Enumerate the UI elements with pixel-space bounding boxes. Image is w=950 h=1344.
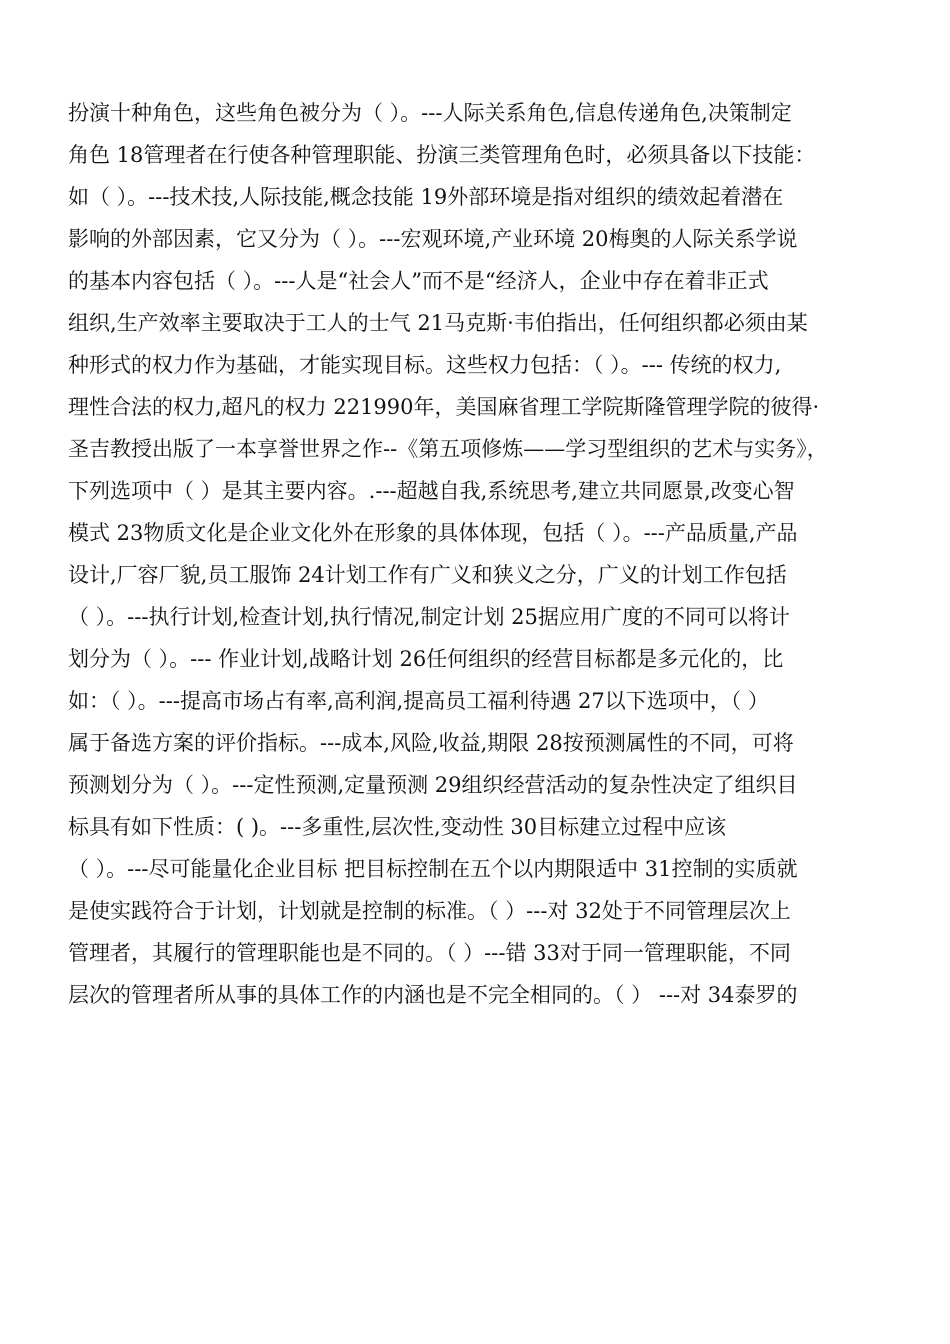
text-line: 预测划分为（ ）。---定性预测,定量预测 29组织经营活动的复杂性决定了组织目 bbox=[68, 773, 798, 797]
text-line: 组织,生产效率主要取决于工人的士气 21马克斯·韦伯指出，任何组织都必须由某 bbox=[68, 311, 808, 335]
text-line: 是使实践符合于计划，计划就是控制的标准。（ ）---对 32处于不同管理层次上 bbox=[68, 899, 791, 923]
text-line: （ ）。---尽可能量化企业目标 把目标控制在五个以内期限适中 31控制的实质就 bbox=[68, 857, 798, 881]
text-line: 的基本内容包括（ ）。---人是“社会人”而不是“经济人，企业中存在着非正式 bbox=[68, 269, 769, 293]
text-line: 如（ ）。---技术技,人际技能,概念技能 19外部环境是指对组织的绩效起着潜在 bbox=[68, 185, 784, 209]
text-line: 圣吉教授出版了一本享誉世界之作--《第五项修炼——学习型组织的艺术与实务》， bbox=[68, 437, 828, 461]
text-line: 标具有如下性质：( )。---多重性,层次性,变动性 30目标建立过程中应该 bbox=[68, 815, 727, 839]
text-line: 种形式的权力作为基础，才能实现目标。这些权力包括：（ ）。--- 传统的权力, bbox=[68, 353, 782, 377]
text-line: 管理者，其履行的管理职能也是不同的。（ ）---错 33对于同一管理职能，不同 bbox=[68, 941, 791, 965]
text-line: 理性合法的权力,超凡的权力 221990年，美国麻省理工学院斯隆管理学院的彼得· bbox=[68, 395, 820, 419]
text-line: 扮演十种角色，这些角色被分为（ ）。---人际关系角色,信息传递角色,决策制定 bbox=[68, 101, 792, 125]
text-line: 属于备选方案的评价指标。---成本,风险,收益,期限 28按预测属性的不同，可将 bbox=[68, 731, 794, 755]
text-line: （ ）。---执行计划,检查计划,执行情况,制定计划 25据应用广度的不同可以将计 bbox=[68, 605, 790, 629]
text-line: 角色 18管理者在行使各种管理职能、扮演三类管理角色时，必须具备以下技能： bbox=[68, 143, 816, 167]
text-line: 影响的外部因素，它又分为（ ）。---宏观环境,产业环境 20梅奥的人际关系学说 bbox=[68, 227, 798, 251]
text-line: 划分为（ ）。--- 作业计划,战略计划 26任何组织的经营目标都是多元化的，比 bbox=[68, 647, 784, 671]
document-body bbox=[68, 92, 890, 1016]
text-line: 如：（ ）。---提高市场占有率,高利润,提高员工福利待遇 27以下选项中，（ ） bbox=[68, 689, 769, 713]
text-line: 下列选项中（ ）是其主要内容。.---超越自我,系统思考,建立共同愿景,改变心智 bbox=[68, 479, 795, 503]
text-line: 设计,厂容厂貌,员工服饰 24计划工作有广义和狭义之分，广义的计划工作包括 bbox=[68, 563, 787, 587]
text-line: 模式 23物质文化是企业文化外在形象的具体体现，包括（ ）。---产品质量,产品 bbox=[68, 521, 798, 545]
text-line: 层次的管理者所从事的具体工作的内涵也是不完全相同的。（ ） ---对 34泰罗的 bbox=[68, 983, 798, 1007]
